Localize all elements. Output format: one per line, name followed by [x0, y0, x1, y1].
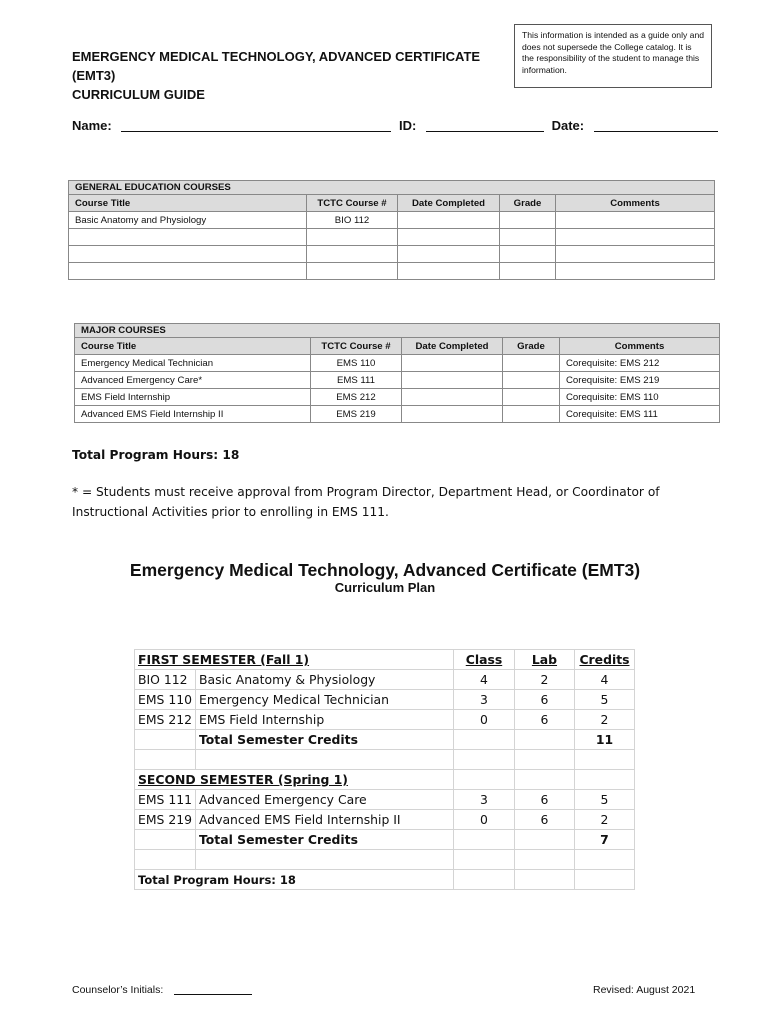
semester1-heading: FIRST SEMESTER (Fall 1) — [135, 650, 454, 670]
course-title-cell: EMS Field Internship — [75, 389, 311, 406]
counselor-initials-field[interactable] — [174, 984, 252, 995]
empty-cell — [514, 750, 574, 770]
plan-program-hours: Total Program Hours: 18 — [135, 870, 454, 890]
class-column-header: Class — [453, 650, 514, 670]
grade-cell[interactable] — [500, 246, 556, 263]
comments-cell[interactable] — [556, 229, 715, 246]
course-row — [135, 690, 635, 710]
empty-cell — [514, 870, 574, 890]
column-header: Course Title — [69, 195, 307, 212]
course-title: Emergency Medical Technician — [195, 690, 453, 710]
counselor-initials-label: Counselor’s Initials: — [72, 984, 164, 996]
spacer-row — [135, 850, 635, 870]
date-completed-cell[interactable] — [402, 406, 503, 423]
major-header-row — [75, 338, 720, 355]
course-title-cell: Basic Anatomy and Physiology — [69, 212, 307, 229]
course-title: Basic Anatomy & Physiology — [195, 670, 453, 690]
course-number-cell[interactable] — [307, 246, 398, 263]
semester2-total-row — [135, 830, 635, 850]
course-number-cell: BIO 112 — [307, 212, 398, 229]
plan-title: Emergency Medical Technology, Advanced Certificate (EMT3) — [129, 560, 641, 580]
date-completed-cell[interactable] — [398, 212, 500, 229]
name-field[interactable] — [121, 119, 391, 132]
grade-cell[interactable] — [503, 406, 560, 423]
semester2-total-label: Total Semester Credits — [195, 830, 453, 850]
course-title: Advanced EMS Field Internship II — [195, 810, 453, 830]
empty-cell — [453, 730, 514, 750]
id-field[interactable] — [426, 119, 544, 132]
comments-cell: Corequisite: EMS 212 — [560, 355, 720, 372]
column-header: Grade — [503, 338, 560, 355]
document-title — [72, 47, 512, 104]
semester2-heading: SECOND SEMESTER (Spring 1) — [135, 770, 454, 790]
total-program-hours: Total Program Hours: 18 — [72, 448, 240, 462]
semester1-header-row — [135, 650, 635, 670]
table-row — [75, 372, 720, 389]
empty-cell — [514, 770, 574, 790]
major-courses-table — [74, 323, 720, 423]
table-row — [69, 246, 715, 263]
course-code: BIO 112 — [135, 670, 196, 690]
course-number-cell[interactable] — [307, 263, 398, 280]
semester1-total-credits: 11 — [574, 730, 634, 750]
course-row — [135, 810, 635, 830]
lab-hours: 6 — [514, 710, 574, 730]
credits: 2 — [574, 810, 634, 830]
empty-cell — [135, 830, 196, 850]
empty-cell — [195, 850, 453, 870]
credits-column-header: Credits — [574, 650, 634, 670]
empty-cell — [514, 850, 574, 870]
major-section-title: MAJOR COURSES — [75, 324, 720, 338]
gen-ed-section-title: GENERAL EDUCATION COURSES — [69, 181, 715, 195]
class-hours: 0 — [453, 710, 514, 730]
column-header: Comments — [560, 338, 720, 355]
class-hours: 3 — [453, 790, 514, 810]
grade-cell[interactable] — [500, 263, 556, 280]
date-completed-cell[interactable] — [402, 372, 503, 389]
lab-hours: 6 — [514, 690, 574, 710]
credits: 2 — [574, 710, 634, 730]
spacer-row — [135, 750, 635, 770]
column-header: TCTC Course # — [307, 195, 398, 212]
lab-hours: 6 — [514, 790, 574, 810]
date-completed-cell[interactable] — [402, 389, 503, 406]
comments-cell: Corequisite: EMS 110 — [560, 389, 720, 406]
grade-cell[interactable] — [500, 212, 556, 229]
course-row — [135, 790, 635, 810]
date-field[interactable] — [594, 119, 718, 132]
course-title: EMS Field Internship — [195, 710, 453, 730]
course-title-cell[interactable] — [69, 229, 307, 246]
empty-cell — [574, 870, 634, 890]
lab-hours: 2 — [514, 670, 574, 690]
semester1-total-row — [135, 730, 635, 750]
comments-cell: Corequisite: EMS 219 — [560, 372, 720, 389]
column-header: Comments — [556, 195, 715, 212]
course-title-cell: Emergency Medical Technician — [75, 355, 311, 372]
disclaimer-box: This information is intended as a guide only and does not supersede the College catalog. It is the responsibility of the student to manage this information. — [514, 24, 712, 88]
course-title-cell[interactable] — [69, 246, 307, 263]
comments-cell[interactable] — [556, 212, 715, 229]
table-row — [69, 263, 715, 280]
empty-cell — [514, 830, 574, 850]
course-code: EMS 219 — [135, 810, 196, 830]
table-row — [75, 389, 720, 406]
class-hours: 3 — [453, 690, 514, 710]
id-label: ID: — [399, 118, 417, 133]
course-row — [135, 670, 635, 690]
empty-cell — [135, 850, 196, 870]
column-header: Date Completed — [402, 338, 503, 355]
course-title-cell: Advanced EMS Field Internship II — [75, 406, 311, 423]
course-title-cell: Advanced Emergency Care* — [75, 372, 311, 389]
grade-cell[interactable] — [503, 355, 560, 372]
student-info-line — [72, 118, 718, 133]
column-header: TCTC Course # — [311, 338, 402, 355]
name-label: Name: — [72, 118, 112, 133]
date-completed-cell[interactable] — [398, 263, 500, 280]
date-label: Date: — [551, 118, 585, 133]
table-row — [75, 406, 720, 423]
credits: 5 — [574, 690, 634, 710]
lab-column-header: Lab — [514, 650, 574, 670]
course-code: EMS 110 — [135, 690, 196, 710]
plan-subtitle: Curriculum Plan — [334, 580, 436, 595]
counselor-initials — [72, 984, 252, 996]
date-completed-cell[interactable] — [398, 246, 500, 263]
empty-cell — [135, 750, 196, 770]
credits: 5 — [574, 790, 634, 810]
semester2-total-credits: 7 — [574, 830, 634, 850]
course-number-cell: EMS 219 — [311, 406, 402, 423]
course-code: EMS 212 — [135, 710, 196, 730]
course-row — [135, 710, 635, 730]
course-number-cell: EMS 111 — [311, 372, 402, 389]
course-number-cell[interactable] — [307, 229, 398, 246]
curriculum-plan-table — [134, 649, 635, 890]
lab-hours: 6 — [514, 810, 574, 830]
table-row — [75, 355, 720, 372]
column-header: Date Completed — [398, 195, 500, 212]
empty-cell — [453, 870, 514, 890]
program-hours-row — [135, 870, 635, 890]
class-hours: 0 — [453, 810, 514, 830]
empty-cell — [453, 830, 514, 850]
course-code: EMS 111 — [135, 790, 196, 810]
general-education-table — [68, 180, 715, 280]
course-number-cell: EMS 212 — [311, 389, 402, 406]
empty-cell — [453, 770, 514, 790]
course-title-cell[interactable] — [69, 263, 307, 280]
comments-cell[interactable] — [556, 246, 715, 263]
class-hours: 4 — [453, 670, 514, 690]
date-completed-cell[interactable] — [402, 355, 503, 372]
credits: 4 — [574, 670, 634, 690]
semester1-total-label: Total Semester Credits — [195, 730, 453, 750]
gen-ed-header-row — [69, 195, 715, 212]
date-completed-cell[interactable] — [398, 229, 500, 246]
table-row — [69, 229, 715, 246]
course-number-cell: EMS 110 — [311, 355, 402, 372]
grade-cell[interactable] — [500, 229, 556, 246]
title-line-1: EMERGENCY MEDICAL TECHNOLOGY, ADVANCED CERTIFICATE (EMT3) — [72, 49, 481, 83]
comments-cell[interactable] — [556, 263, 715, 280]
table-row — [69, 212, 715, 229]
grade-cell[interactable] — [503, 389, 560, 406]
empty-cell — [574, 750, 634, 770]
column-header: Course Title — [75, 338, 311, 355]
comments-cell: Corequisite: EMS 111 — [560, 406, 720, 423]
approval-note: * = Students must receive approval from Program Director, Department Head, or Coordinator of Instructional Activities prior to enrolling in EMS 111. — [72, 485, 660, 519]
empty-cell — [574, 850, 634, 870]
empty-cell — [574, 770, 634, 790]
empty-cell — [453, 750, 514, 770]
empty-cell — [195, 750, 453, 770]
title-line-2: CURRICULUM GUIDE — [72, 87, 205, 102]
revised-date: Revised: August 2021 — [593, 984, 696, 996]
semester2-header-row — [135, 770, 635, 790]
grade-cell[interactable] — [503, 372, 560, 389]
course-title: Advanced Emergency Care — [195, 790, 453, 810]
column-header: Grade — [500, 195, 556, 212]
empty-cell — [135, 730, 196, 750]
empty-cell — [453, 850, 514, 870]
empty-cell — [514, 730, 574, 750]
